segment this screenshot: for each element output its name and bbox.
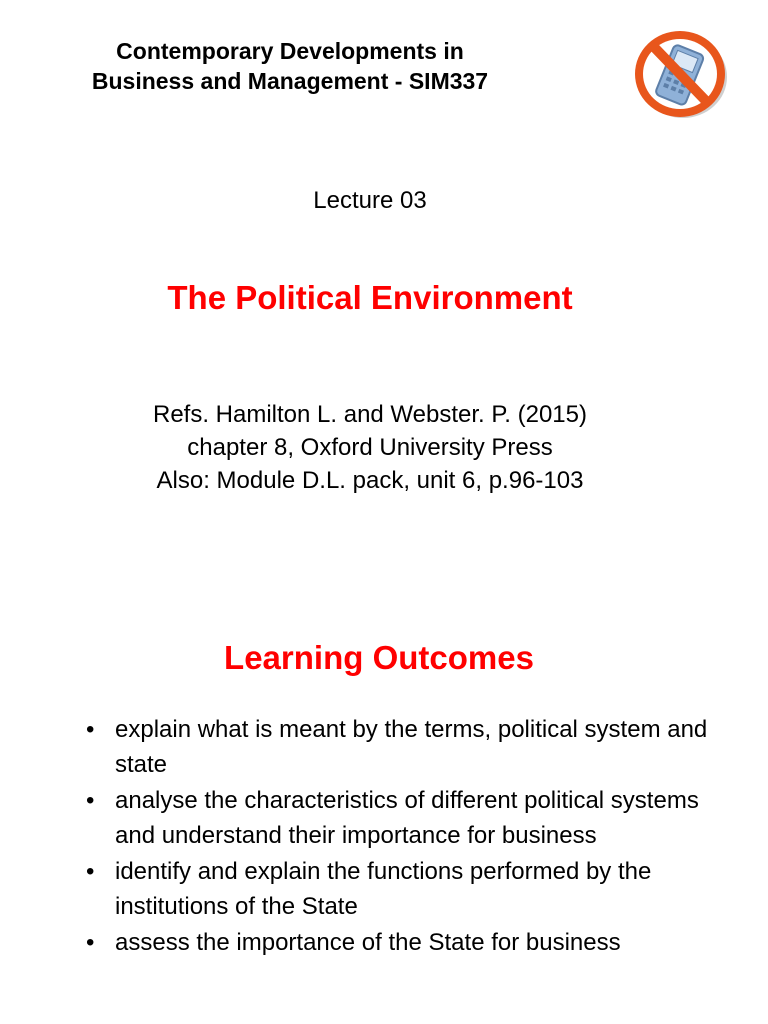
list-item [86, 783, 736, 853]
reference-line-2: chapter 8, Oxford University Press [187, 434, 553, 461]
lecture-number: Lecture 03 [313, 187, 427, 214]
list-item [86, 925, 736, 960]
learning-outcomes-heading: Learning Outcomes [224, 639, 534, 676]
course-title-line-1: Contemporary Developments in [116, 38, 464, 64]
course-title-line-2: Business and Management - SIM337 [91, 68, 489, 94]
list-item [86, 712, 736, 782]
bullet-icon: • [86, 787, 95, 814]
list-item [86, 854, 736, 924]
slide-title: The Political Environment [167, 279, 573, 316]
bullet-icon: • [86, 716, 95, 743]
list-item-text: analyse the characteristics of different political systems and understand their importance for business [115, 787, 699, 849]
reference-line-1: Refs. Hamilton L. and Webster. P. (2015) [152, 401, 587, 428]
no-mobile-phone-icon [628, 24, 732, 122]
list-item-text: identify and explain the functions performed by the institutions of the State [115, 858, 652, 920]
reference-line-3: Also: Module D.L. pack, unit 6, p.96-103 [156, 467, 584, 494]
bullet-icon: • [86, 858, 95, 885]
list-item-text: explain what is meant by the terms, political system and state [115, 716, 708, 778]
references [0, 398, 740, 497]
bullet-icon: • [86, 929, 95, 956]
learning-outcomes-list [86, 712, 736, 961]
list-item-text: assess the importance of the State for business [115, 929, 621, 956]
course-title [40, 36, 540, 96]
